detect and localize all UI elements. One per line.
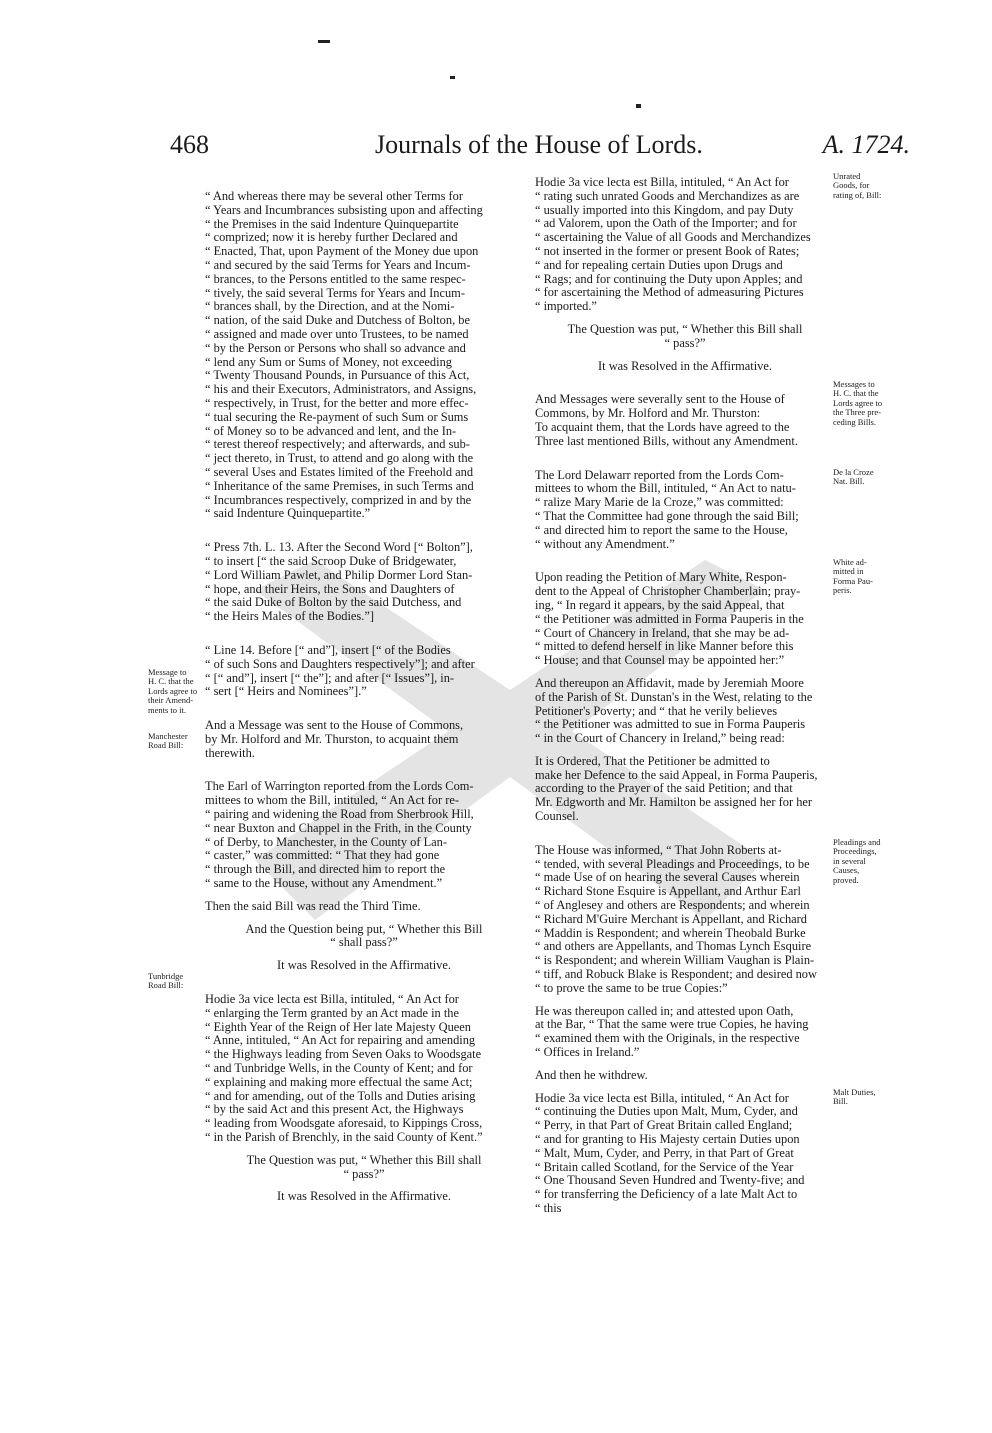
margin-note: Messages to H. C. that the Lords agree to the Three pre- ceding Bills.	[833, 379, 883, 427]
margin-note: Unrated Goods, for rating of, Bill:	[833, 171, 882, 200]
paragraph: And thereupon an Affidavit, made by Jeremiah Moore of the Parish of St. Dunstan's in the West, relating to the Petitioner's Poverty; and “ that he verily believes “ the Petitioner was admitted to sue in Forma Pauperis “ in the Court of Chancery in Ireland,” being read:	[535, 675, 813, 746]
paragraph: And Messages were severally sent to the House of Commons, by Mr. Holford and Mr. Thurston: To acquaint them, that the Lords have agreed to the Three last mentioned Bills, without any Amendment.	[535, 392, 798, 448]
paragraph: And a Message was sent to the House of Commons, by Mr. Holford and Mr. Thurston, to acquaint them therewith.	[205, 718, 464, 760]
margin-note: Malt Duties, Bill.	[833, 1087, 876, 1107]
paragraph: The House was informed, “ That John Roberts at- “ tended, with several Pleadings and Proceedings, to be “ made Use of on hearing the several Causes wherein “ Richard Stone Esquire is Appellant, and Arthur Earl “ of Anglesey and others are Respondents; and wherein “ Richard M'Guire Merchant is Appellant, and Richard “ Maddin is Respondent; and wherein Theobald Burke “ and others are Appellants, and Thomas Lynch Esquire “ is Respondent; and wherein William Vaughan is Plain- “ tiff, and Robuck Blake is Respondent; and desired now “ to prove the same to be true Copies:”	[535, 842, 817, 995]
page-header	[170, 130, 910, 170]
margin-note: Pleadings and Proceedings, in several Causes, proved.	[833, 837, 881, 885]
print-mark	[450, 76, 455, 79]
year-label: A. 1724.	[822, 130, 910, 159]
paragraph: “ Press 7th. L. 13. After the Second Word [“ Bolton”], “ to insert [“ the said Scroop Duke of Bridgewater, “ Lord William Pawlet, and Philip Dormer Lord Stan- “ hope, and their Heirs, the Sons and Daughters of “ the said Duke of Bolton by the said Dutchess, and “ the Heirs Males of the Bodies.”]	[205, 540, 473, 624]
margin-note: White ad- mitted in Forma Pau- peris.	[833, 557, 873, 596]
paragraph: It was Resolved in the Affirmative.	[277, 1189, 451, 1204]
paragraph: It is Ordered, That the Petitioner be admitted to make her Defence to the said Appeal, in Forma Pauperis, according to the Prayer of the said Petition; and that Mr. Edgworth and Mr. Hamilton be assigned her for her Counsel.	[535, 753, 818, 824]
paragraph: And the Question being put, “ Whether this Bill “ shall pass?”	[245, 921, 483, 950]
margin-note: De la Croze Nat. Bill.	[833, 467, 874, 487]
paragraph: The Question was put, “ Whether this Bill shall “ pass?”	[246, 1152, 482, 1181]
print-mark	[318, 40, 330, 43]
paragraph: The Lord Delawarr reported from the Lords Com- mittees to whom the Bill, intituled, “ An Act to natu- “ ralize Mary Marie de la Croze,” was committed: “ That the Committee had gone through the said Bill; “ and directed him to report the same to the House, “ without any Amendment.”	[535, 467, 799, 551]
paragraph: “ Line 14. Before [“ and”], insert [“ of the Bodies “ of such Sons and Daughters respectively”]; and after “ [“ and”], insert [“ the”]; and after [“ Issues”], in- “ sert [“ Heirs and Nominees”].”	[205, 642, 475, 699]
paragraph: Hodie 3a vice lecta est Billa, intituled, “ An Act for “ rating such unrated Goods and Merchandizes as are “ usually imported into this Kingdom, and pay Duty “ ad Valorem, upon the Oath of the Importer; and for “ ascertaining the Value of all Goods and Merchandizes “ not inserted in the former or present Book of Rates; “ and for repealing certain Duties upon Drugs and “ Rags; and for continuing the Duty upon Apples; and “ for ascertaining the Method of admeasuring Pictures “ imported.”	[535, 175, 811, 314]
margin-note: Message to H. C. that the Lords agree to their Amend- ments to it.	[148, 667, 198, 715]
running-head: Journals of the House of Lords.	[375, 130, 703, 159]
margin-note: Manchester Road Bill:	[148, 731, 188, 751]
paragraph: “ And whereas there may be several other Terms for “ Years and Incumbrances subsisting upon and affecting “ the Premises in the said Indenture Quinquepartite “ comprized; now it is hereby further Declared and “ Enacted, That, upon Payment of the Money due upon “ and secured by the said Terms for Years and Incum- “ brances, to the Persons entitled to the same respec- “ tively, the said several Terms for Years and Incum- “ brances shall, by the Direction, and at the Nomi- “ nation, of the said Duke and Dutchess of Bolton, be “ assigned and made over unto Trustees, to be named “ by the Person or Persons who shall so advance and “ lend any Sum or Sums of Money, not exceeding “ Twenty Thousand Pounds, in Pursuance of this Act, “ his and their Executors, Administrators, and Assigns, “ respectively, in Trust, for the better and more effec- “ tual securing the Re-payment of such Sum or Sums “ of Money so to be advanced and lent, and the In- “ terest thereof respectively; and afterwards, and sub- “ ject thereto, in Trust, to attend and go along with the “ several Uses and Estates limited of the Freehold and “ Inheritance of the same Premises, in such Terms and “ Incumbrances respectively, comprized in and by the “ said Indenture Quinquepartite.”	[205, 189, 483, 521]
paragraph: Hodie 3a vice lecta est Billa, intituled, “ An Act for “ enlarging the Term granted by an Act made in the “ Eighth Year of the Reign of Her late Majesty Queen “ Anne, intituled, “ An Act for repairing and amending “ the Highways leading from Seven Oaks to Woodsgate “ and Tunbridge Wells, in the County of Kent; and for “ explaining and making more effectual the same Act; “ and for amending, out of the Tolls and Duties arising “ by the said Act and this present Act, the Highways “ leading from Woodsgate aforesaid, to Kippings Cross, “ in the Parish of Brenchly, in the said County of Kent.”	[205, 992, 483, 1145]
paragraph: Upon reading the Petition of Mary White, Respon- dent to the Appeal of Christopher Chamberlain; pray- ing, “ In regard it appears, by the said Appeal, that “ the Petitioner was admitted in Forma Pauperis in the “ Court of Chancery in Ireland, that she may be ad- “ mitted to defend herself in like Manner before this “ House; and that Counsel may be appointed her:”	[535, 570, 804, 668]
paragraph: It was Resolved in the Affirmative.	[277, 958, 451, 973]
margin-note: Tunbridge Road Bill:	[148, 971, 184, 991]
paragraph: It was Resolved in the Affirmative.	[598, 358, 772, 373]
paragraph: He was thereupon called in; and attested upon Oath, at the Bar, “ That the same were true Copies, he having “ examined them with the Originals, in the respective “ Offices in Ireland.”	[535, 1003, 809, 1060]
paragraph: The Question was put, “ Whether this Bill shall “ pass?”	[567, 321, 803, 350]
left-column	[205, 190, 523, 1213]
paragraph: Then the said Bill was read the Third Time.	[205, 898, 421, 913]
page-number: 468	[170, 130, 209, 159]
paragraph: And then he withdrew.	[535, 1067, 648, 1082]
paragraph: Hodie 3a vice lecta est Billa, intituled, “ An Act for “ continuing the Duties upon Malt, Mum, Cyder, and “ Perry, in that Part of Great Britain called England; “ and for granting to His Majesty certain Duties upon “ Malt, Mum, Cyder, and Perry, in that Part of Great “ Britain called Scotland, for the Service of the Year “ One Thousand Seven Hundred and Twenty-five; and “ for transferring the Deficiency of a late Malt Act to “ this	[535, 1090, 805, 1215]
print-mark	[636, 104, 641, 108]
right-column	[535, 176, 835, 1225]
paragraph: The Earl of Warrington reported from the Lords Com- mittees to whom the Bill, intituled, “ An Act for re- “ pairing and widening the Road from Sherbrook Hill, “ near Buxton and Chappel in the Frith, in the County “ of Derby, to Manchester, in the County of Lan- “ caster,” was committed: “ That they had gone “ through the Bill, and directed him to report the “ same to the House, without any Amendment.”	[205, 779, 474, 891]
